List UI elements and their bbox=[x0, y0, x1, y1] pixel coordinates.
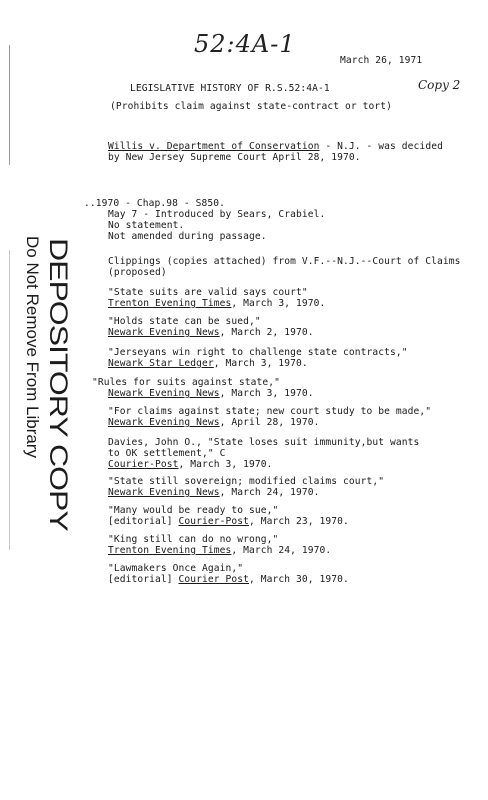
clipping-citation bbox=[108, 574, 349, 585]
statement-line: No statement. bbox=[108, 220, 185, 231]
clipping-citation bbox=[108, 516, 349, 527]
clipping-date: , March 24, 1970. bbox=[219, 487, 320, 498]
clipping-citation bbox=[108, 298, 325, 309]
case-line-2: by New Jersey Supreme Court April 28, 1970. bbox=[108, 152, 361, 163]
case-rest: - N.J. - was decided bbox=[319, 141, 443, 152]
clipping-citation bbox=[108, 388, 314, 399]
clipping-title: "Lawmakers Once Again," bbox=[108, 563, 244, 574]
clipping-date: , March 3, 1970. bbox=[213, 358, 308, 369]
clipping-title: "King still can do no wrong," bbox=[108, 534, 279, 545]
clipping-source: Newark Star Ledger bbox=[108, 358, 214, 369]
amended-line: Not amended during passage. bbox=[108, 231, 267, 242]
depository-stamp-line-2: Do Not Remove From Library bbox=[23, 236, 42, 459]
page-edge-line bbox=[9, 45, 10, 165]
clipping-prefix: [editorial] bbox=[108, 574, 179, 585]
clipping-title: Davies, John O., "State loses suit immunity,but wants bbox=[108, 437, 420, 448]
clipping-title: "For claims against state; new court study to be made," bbox=[108, 406, 432, 417]
clipping-source: Newark Evening News bbox=[108, 388, 220, 399]
clipping-source: Courier-Post bbox=[178, 516, 250, 527]
clipping-date: , March 2, 1970. bbox=[219, 327, 314, 338]
clipping-source: Newark Evening News bbox=[108, 487, 220, 498]
document-subtitle: (Prohibits claim against state-contract or tort) bbox=[110, 101, 393, 112]
clipping-date: , March 24, 1970. bbox=[231, 545, 332, 556]
page-edge-line bbox=[9, 250, 10, 550]
clipping-title: "State still sovereign; modified claims court," bbox=[108, 476, 385, 487]
clipping-title: "State suits are valid says court" bbox=[108, 287, 308, 298]
depository-stamp-line-1: DEPOSITORY COPY bbox=[44, 238, 73, 531]
clipping-source: Courier-Post bbox=[108, 459, 179, 470]
clipping-date: , March 30, 1970. bbox=[249, 574, 349, 585]
clipping-title: "Rules for suits against state," bbox=[92, 377, 281, 388]
handwritten-copy-note: Copy 2 bbox=[418, 78, 461, 92]
clipping-title: "Many would be ready to sue," bbox=[108, 505, 279, 516]
clipping-date: , March 3, 1970. bbox=[231, 298, 326, 309]
clipping-source: Trenton Evening Times bbox=[108, 545, 232, 556]
clipping-citation bbox=[108, 358, 308, 369]
clipping-title: "Holds state can be sued," bbox=[108, 316, 261, 327]
clipping-citation bbox=[108, 545, 331, 556]
clipping-source: Newark Evening News bbox=[108, 417, 220, 428]
case-line-1 bbox=[108, 141, 443, 152]
document-title: LEGISLATIVE HISTORY OF R.S.52:4A-1 bbox=[130, 83, 330, 94]
handwritten-statute-number: 52:4A-1 bbox=[194, 30, 296, 58]
clipping-citation bbox=[108, 417, 320, 428]
clipping-date: , March 23, 1970. bbox=[249, 516, 349, 527]
clipping-citation bbox=[108, 327, 314, 338]
introduced-line: May 7 - Introduced by Sears, Crabiel. bbox=[108, 209, 326, 220]
clipping-title: "Jerseyans win right to challenge state contracts," bbox=[108, 347, 408, 358]
case-name: Willis v. Department of Conservation bbox=[108, 141, 320, 152]
clipping-date: , April 28, 1970. bbox=[219, 417, 320, 428]
clipping-source: Newark Evening News bbox=[108, 327, 220, 338]
clipping-title-cont: to OK settlement," C bbox=[108, 448, 226, 459]
clipping-citation bbox=[108, 487, 320, 498]
clippings-intro-2: (proposed) bbox=[108, 267, 167, 278]
chapter-line: ..1970 - Chap.98 - S850. bbox=[84, 198, 226, 209]
clippings-intro-1: Clippings (copies attached) from V.F.--N.J.--Court of Claims bbox=[108, 256, 461, 267]
clipping-source: Trenton Evening Times bbox=[108, 298, 232, 309]
clipping-prefix: [editorial] bbox=[108, 516, 179, 527]
clipping-source: Courier Post bbox=[178, 574, 250, 585]
clipping-citation bbox=[108, 459, 273, 470]
document-date: March 26, 1971 bbox=[340, 55, 423, 66]
clipping-date: , March 3, 1970. bbox=[178, 459, 273, 470]
clipping-date: , March 3, 1970. bbox=[219, 388, 314, 399]
